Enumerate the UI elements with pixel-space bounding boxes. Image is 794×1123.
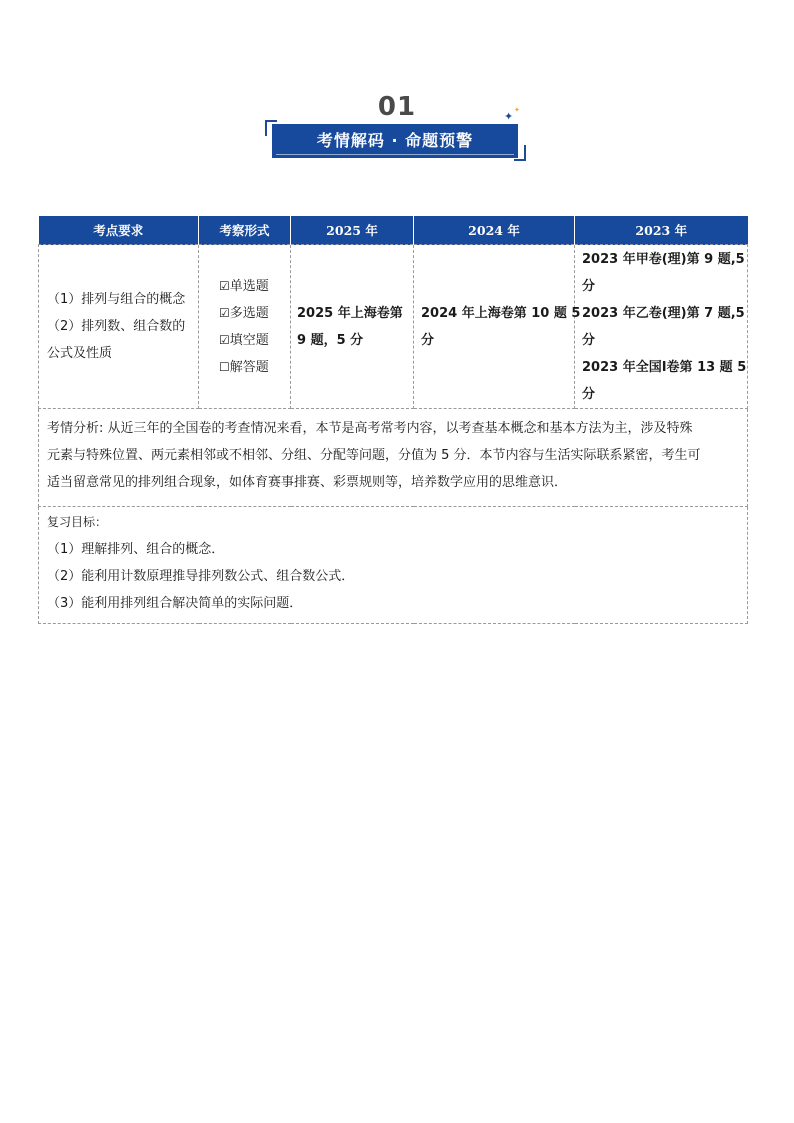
checkbox-checked-icon: ☑ [219,278,230,293]
goals-title: 复习目标： [47,515,108,529]
requirement-line: （2）排列数、组合数的 [47,319,186,334]
sparkle-small-icon: ✦ [514,106,520,114]
header-2024: 2024 年 [414,216,575,245]
goal-item: （2）能利用计数原理推导排列数公式、组合数公式． [47,569,355,584]
checkbox-unchecked-icon: ☐ [219,359,230,374]
header-forms: 考察形式 [199,216,291,245]
header-2023: 2023 年 [575,216,748,245]
goal-item: （3）能利用排列组合解决简单的实际问题． [47,596,303,611]
requirement-line: 公式及性质 [47,346,113,361]
requirements-cell [39,245,199,409]
checkbox-checked-icon: ☑ [219,305,230,320]
analysis-row [39,409,748,507]
forms-cell [199,245,291,409]
table-row [39,245,748,409]
goal-item: （1）理解排列、组合的概念． [47,542,225,557]
section-banner [0,0,794,175]
year-2024-cell: 2024 年上海卷第 10 题 5 分 [414,245,575,409]
form-option: ☑多选题 [219,305,269,321]
year-2025-cell: 2025 年上海卷第 9 题，5 分 [291,245,414,409]
section-number: 01 [377,92,417,122]
sparkle-icon: ✦ [504,110,514,123]
section-title: 考情解码 · 命题预警 [272,124,518,158]
requirement-line: （1）排列与组合的概念 [47,292,186,307]
form-option: ☑单选题 [219,278,269,294]
form-option: ☐解答题 [219,359,269,375]
analysis-cell: 考情分析: 从近三年的全国卷的考查情况来看，本节是高考常考内容，以考查基本概念和基本方法为主，涉及特殊 元素与特殊位置、两元素相邻或不相邻、分组、分配等问题，分值为 5 分．本节内容与生活实际联系紧密，考生可 适当留意常见的排列组合现象，如体育赛事排赛、彩票规则等，培养数学应用的思维意识． [39,409,748,507]
table-header-row [39,216,748,245]
form-option: ☑填空题 [219,332,269,348]
exam-analysis-table [38,216,748,624]
checkbox-checked-icon: ☑ [219,332,230,347]
goals-row [39,507,748,624]
year-2023-cell: 2023 年甲卷(理)第 9 题,5 分 2023 年乙卷(理)第 7 题,5 分 2023 年全国Ⅰ卷第 13 题 5 分 [575,245,748,409]
header-requirements: 考点要求 [39,216,199,245]
goals-cell [39,507,748,624]
header-2025: 2025 年 [291,216,414,245]
